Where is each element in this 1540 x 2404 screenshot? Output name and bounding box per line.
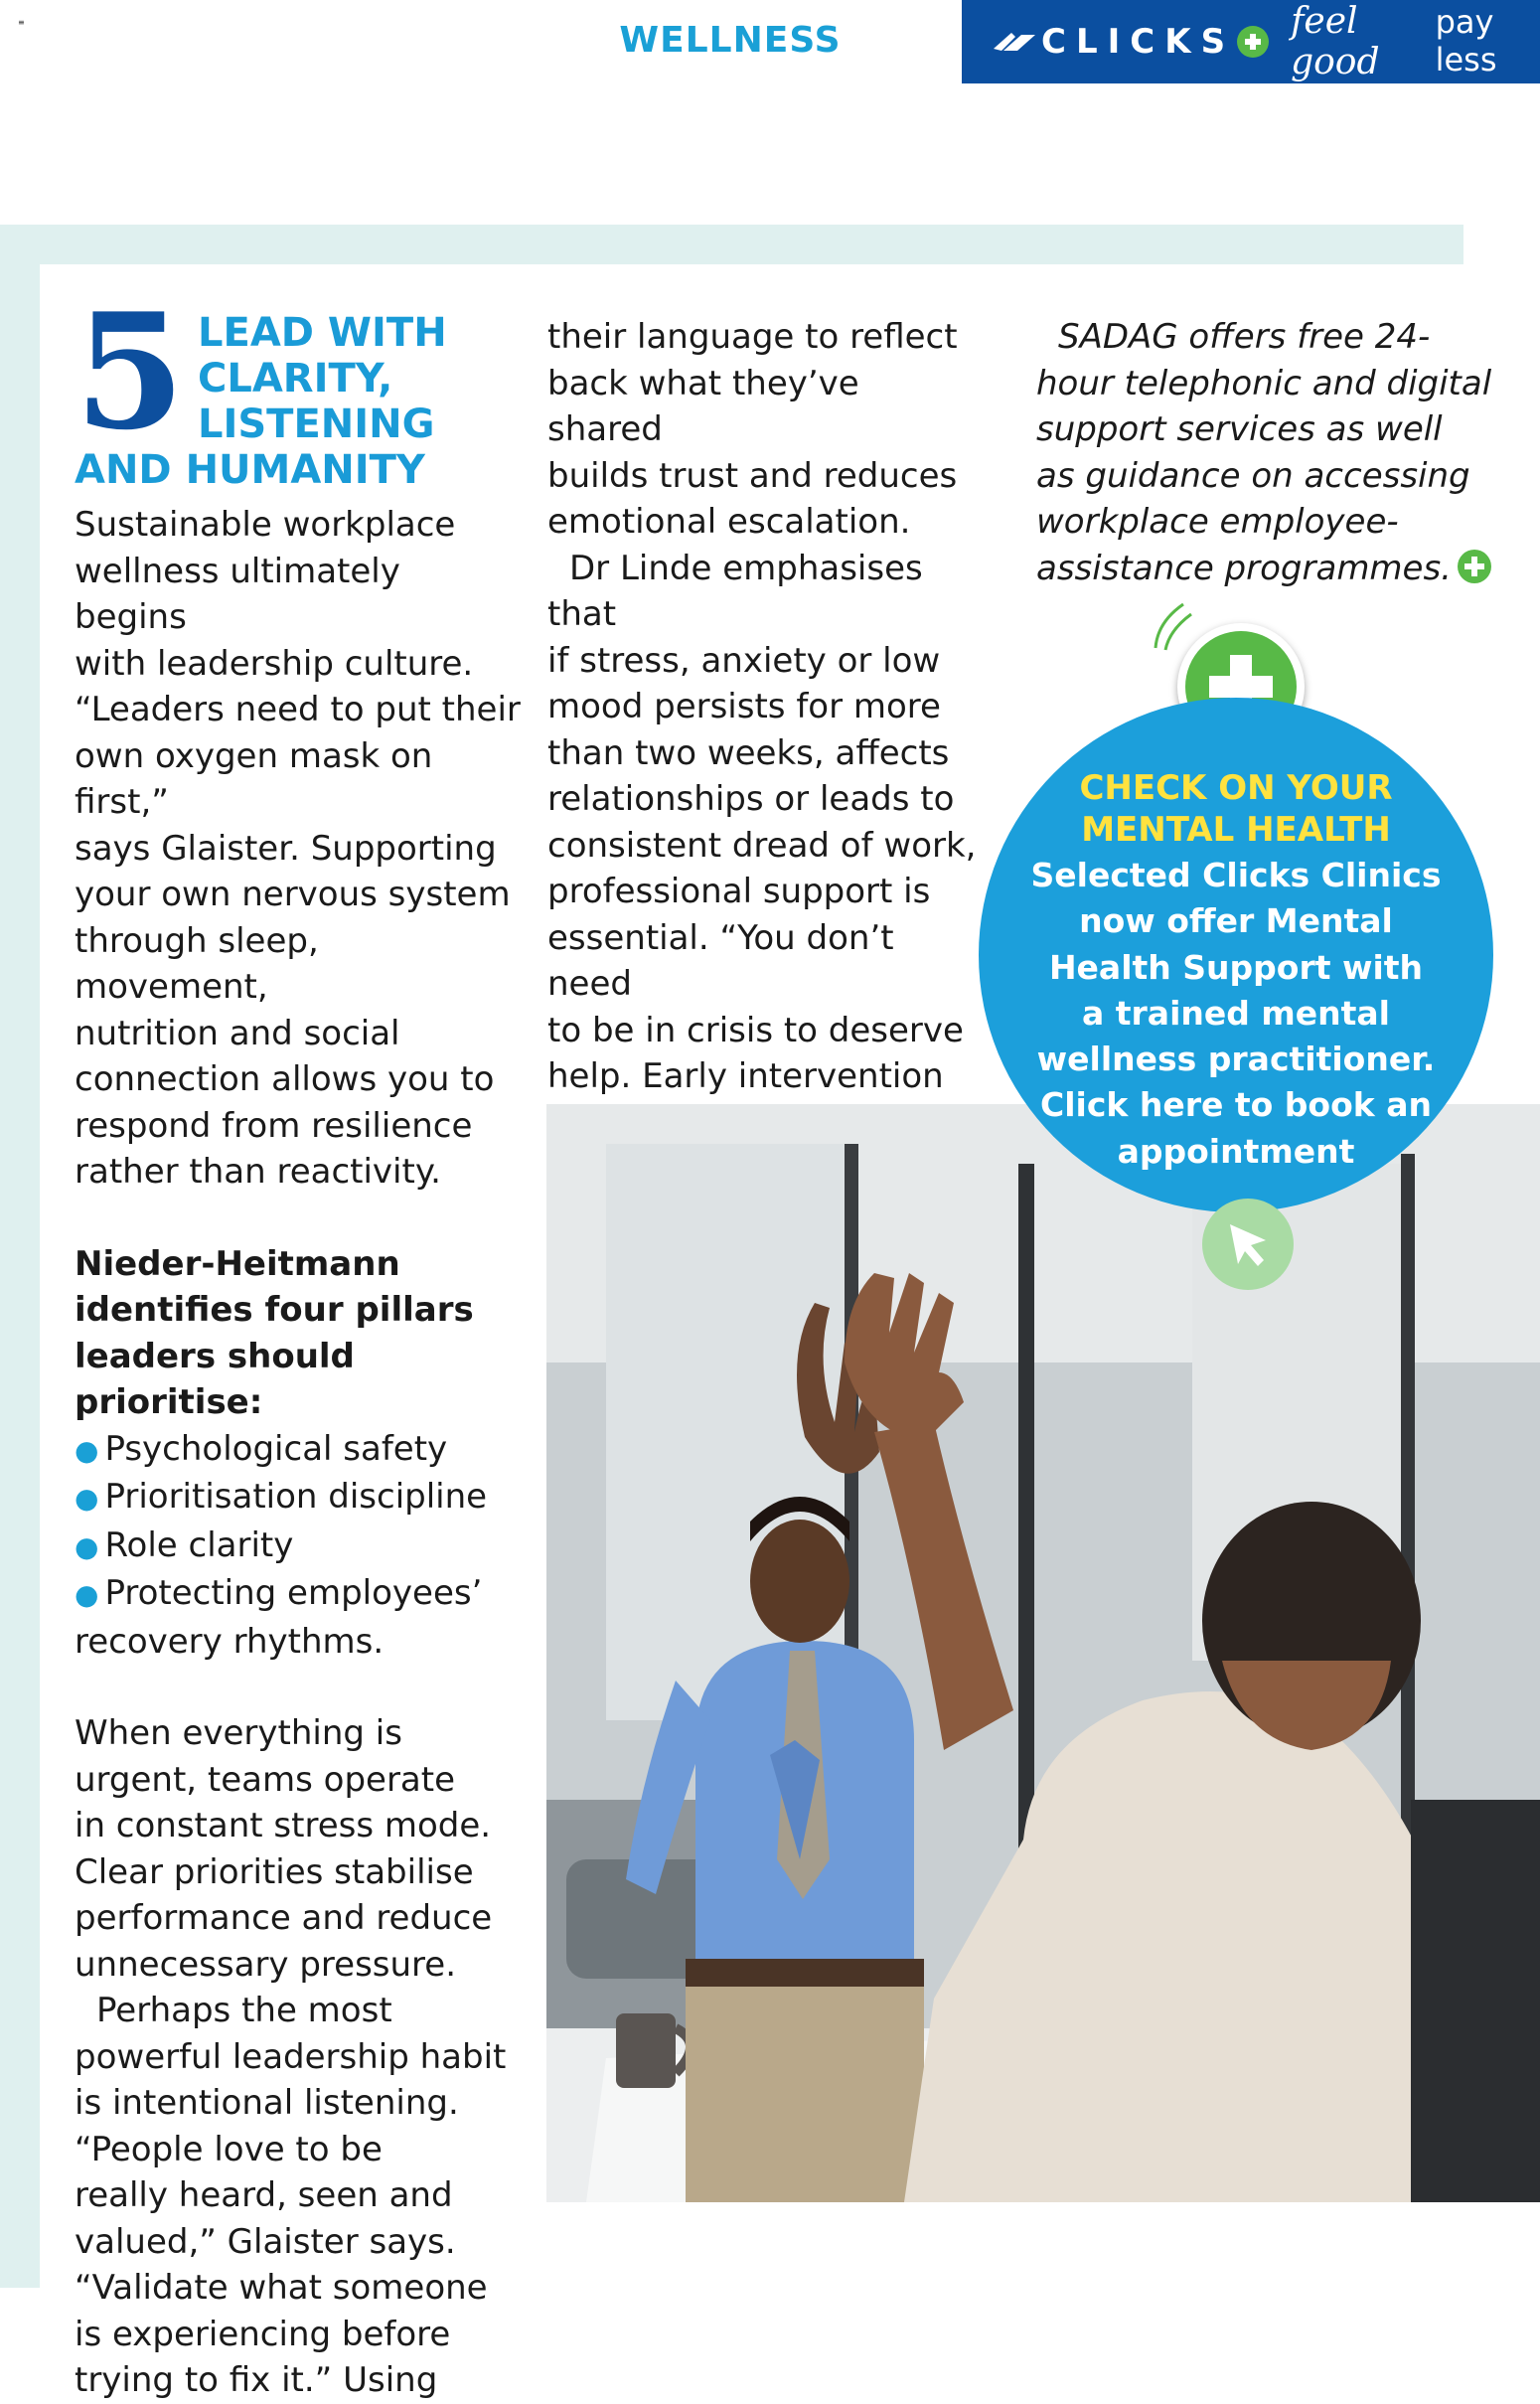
body-line: essential. “You don’t need: [547, 917, 894, 1004]
brand-banner: [962, 0, 1540, 83]
body-line: connection allows you to: [75, 1059, 495, 1099]
body-line: own oxygen mask on first,”: [75, 735, 433, 822]
tagline-plain: pay less: [1435, 3, 1497, 79]
body-line: valued,” Glaister says.: [75, 2221, 456, 2262]
body-line: professional support is: [547, 872, 931, 911]
body-line: their language to reflect: [547, 317, 958, 357]
body-line: workplace employee-: [1036, 502, 1399, 542]
column-2: [547, 314, 985, 1193]
body-line: says Glaister. Supporting: [75, 828, 497, 869]
body-line: to be in crisis to deserve: [547, 1010, 964, 1050]
body-line: is experiencing before: [75, 2314, 451, 2354]
callout-body[interactable]: Selected Clicks Clinics now offer Mental Health Support with a trained mental wellness practitioner. Click here to book an appointment: [1030, 856, 1442, 1171]
body-line: “Validate what someone: [75, 2268, 488, 2308]
heading-line: CLARITY,: [198, 356, 393, 401]
section-heading: [75, 278, 492, 499]
heading-line: LEAD WITH: [198, 310, 447, 356]
body-line: trying to fix it.” Using: [75, 2360, 438, 2400]
body-line: Dr Linde emphasises that: [547, 548, 923, 634]
pillars-intro-line: leaders should prioritise:: [75, 1336, 355, 1422]
bullet-item: ● Role clarity: [75, 1524, 294, 1565]
body-line: rather than reactivity.: [75, 1152, 441, 1192]
body-line: consistent dread of work,: [547, 825, 977, 866]
bullet-item: ● Psychological safety: [75, 1428, 448, 1469]
body-line: Sustainable workplace: [75, 505, 456, 545]
callout-title: CHECK ON YOUR MENTAL HEALTH: [1079, 768, 1393, 850]
column-1: [75, 502, 522, 2404]
end-mark-plus-icon: [1458, 550, 1491, 583]
section-label: WELLNESS: [619, 20, 842, 61]
bullet-item: ● Protecting employees’: [75, 1573, 483, 1613]
body-line: “Leaders need to put their: [75, 690, 521, 729]
office-high-five-photo: [546, 1104, 1540, 2202]
body-line: mood persists for more: [547, 687, 941, 726]
bullet-dot-icon: ●: [75, 1529, 99, 1563]
body-line: through sleep, movement,: [75, 920, 319, 1007]
body-line: nutrition and social: [75, 1013, 400, 1053]
brand-name: CLICKS: [1041, 22, 1236, 62]
heading-line: AND HUMANITY: [75, 447, 425, 493]
brand-tagline: [1291, 1, 1540, 82]
pillars-intro-line: identifies four pillars: [75, 1290, 474, 1330]
body-line: back what they’ve shared: [547, 363, 859, 449]
body-line: with leadership culture.: [75, 643, 474, 684]
body-line: wellness ultimately begins: [75, 551, 400, 637]
body-line: really heard, seen and: [75, 2175, 453, 2215]
body-line: your own nervous system: [75, 875, 511, 914]
frame-left-border: [0, 225, 40, 2288]
body-line: urgent, teams operate: [75, 1759, 456, 1800]
bullet-dot-icon: ●: [75, 1482, 99, 1515]
body-line: respond from resilience: [75, 1105, 473, 1146]
cursor-arrow-icon[interactable]: [1202, 1199, 1294, 1290]
body-line: Clear priorities stabilise: [75, 1851, 474, 1892]
bullet-dot-icon: ●: [75, 1578, 99, 1611]
pillars-intro-line: Nieder-Heitmann: [75, 1243, 400, 1284]
body-line: hour telephonic and digital: [1036, 363, 1492, 403]
section-number: 5: [75, 278, 186, 465]
bullet-item-continuation: recovery rhythms.: [75, 1621, 385, 1662]
body-line: unnecessary pressure.: [75, 1944, 457, 1985]
body-line-end: assistance programmes.: [1036, 546, 1503, 592]
body-line: help. Early intervention: [547, 1056, 944, 1096]
body-line: in constant stress mode.: [75, 1806, 492, 1845]
body-line: performance and reduce: [75, 1898, 493, 1938]
bullet-dot-icon: ●: [75, 1433, 99, 1467]
tagline-script: feel good: [1291, 1, 1380, 82]
body-line: as guidance on accessing: [1036, 455, 1470, 496]
menu-mark: ≡: [18, 18, 25, 27]
column-3: [1036, 314, 1503, 591]
body-line: builds trust and reduces: [547, 455, 958, 496]
green-plus-icon: [1237, 26, 1269, 58]
body-line: powerful leadership habit: [75, 2036, 507, 2077]
body-line: if stress, anxiety or low: [547, 640, 941, 681]
body-line: support services as well: [1036, 409, 1443, 449]
body-line: relationships or leads to: [547, 779, 955, 819]
body-line: When everything is: [75, 1713, 402, 1753]
body-line: than two weeks, affects: [547, 732, 950, 773]
body-line: emotional escalation.: [547, 502, 911, 542]
body-line: Perhaps the most: [96, 1991, 392, 2030]
heading-line: LISTENING: [198, 401, 435, 447]
body-line: “People love to be: [75, 2129, 383, 2169]
clicks-logo-icon: [992, 27, 1037, 57]
body-line: is intentional listening.: [75, 2083, 459, 2123]
clicks-logo: [992, 22, 1269, 62]
body-line: SADAG offers free 24-: [1058, 317, 1431, 357]
bullet-item: ● Prioritisation discipline: [75, 1477, 488, 1517]
mental-health-callout[interactable]: [979, 698, 1493, 1212]
frame-top-border: [0, 225, 1463, 264]
